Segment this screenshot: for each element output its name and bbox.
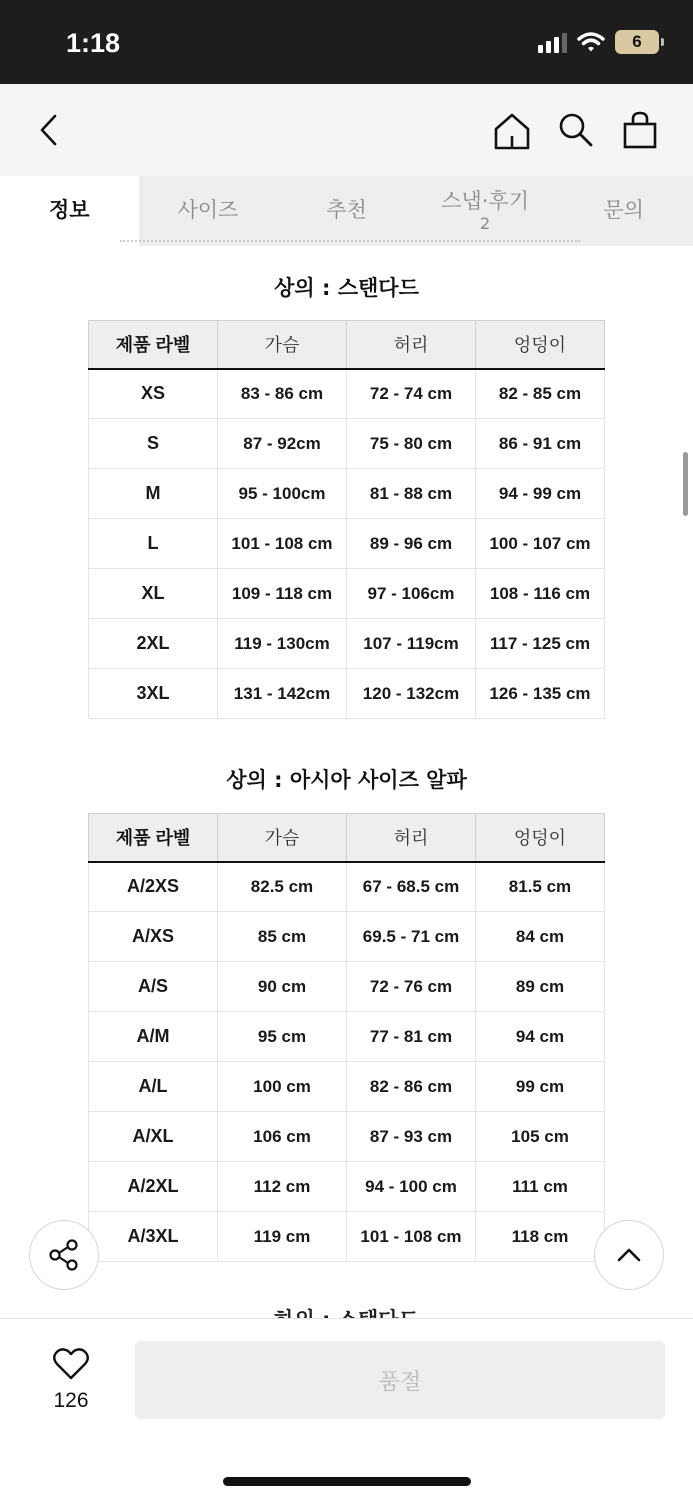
measurement-cell: 89 - 96 cm xyxy=(347,519,476,569)
heart-icon xyxy=(52,1347,90,1381)
measurement-cell: 108 - 116 cm xyxy=(476,569,605,619)
shopping-bag-icon xyxy=(620,110,660,150)
measurement-cell: 82.5 cm xyxy=(218,862,347,912)
cart-button[interactable] xyxy=(620,110,660,150)
measurement-cell: 69.5 - 71 cm xyxy=(347,912,476,962)
column-header: 엉덩이 xyxy=(476,321,605,369)
size-label-cell: A/S xyxy=(89,962,218,1012)
size-label-cell: 2XL xyxy=(89,619,218,669)
measurement-cell: 101 - 108 cm xyxy=(218,519,347,569)
tab-label: 정보 xyxy=(49,198,90,223)
table-row xyxy=(89,469,605,519)
measurement-cell: 131 - 142cm xyxy=(218,669,347,719)
measurement-cell: 81.5 cm xyxy=(476,862,605,912)
table-header-row xyxy=(89,321,605,369)
column-header: 허리 xyxy=(347,814,476,862)
tab-reviews[interactable] xyxy=(416,176,555,246)
table-header-row xyxy=(89,814,605,862)
status-bar xyxy=(0,0,693,84)
table-row xyxy=(89,962,605,1012)
measurement-cell: 126 - 135 cm xyxy=(476,669,605,719)
table-row xyxy=(89,419,605,469)
tab-label: 문의 xyxy=(603,198,644,223)
status-icons xyxy=(538,30,659,54)
table-row xyxy=(89,519,605,569)
size-label-cell: XS xyxy=(89,369,218,419)
measurement-cell: 119 - 130cm xyxy=(218,619,347,669)
home-icon xyxy=(491,110,533,152)
section-title-asia: 상의 : 아시아 사이즈 알파 xyxy=(226,768,467,792)
size-label-cell: M xyxy=(89,469,218,519)
search-button[interactable] xyxy=(555,110,595,150)
measurement-cell: 105 cm xyxy=(476,1112,605,1162)
measurement-cell: 118 cm xyxy=(476,1212,605,1262)
back-button[interactable] xyxy=(30,110,70,150)
search-icon xyxy=(555,110,595,150)
column-header: 제품 라벨 xyxy=(89,321,218,369)
measurement-cell: 87 - 92cm xyxy=(218,419,347,469)
back-icon xyxy=(30,110,70,150)
size-label-cell: L xyxy=(89,519,218,569)
measurement-cell: 81 - 88 cm xyxy=(347,469,476,519)
column-header: 허리 xyxy=(347,321,476,369)
like-button[interactable] xyxy=(40,1347,102,1413)
table-row xyxy=(89,569,605,619)
scrollbar[interactable] xyxy=(683,452,688,516)
tab-label: 스냅·후기 xyxy=(441,188,529,213)
size-label-cell: A/3XL xyxy=(89,1212,218,1262)
size-label-cell: 3XL xyxy=(89,669,218,719)
measurement-cell: 109 - 118 cm xyxy=(218,569,347,619)
measurement-cell: 111 cm xyxy=(476,1162,605,1212)
table-row xyxy=(89,1112,605,1162)
share-button[interactable] xyxy=(29,1220,99,1290)
measurement-cell: 99 cm xyxy=(476,1062,605,1112)
tab-label: 사이즈 xyxy=(177,198,239,223)
table-row xyxy=(89,1062,605,1112)
measurement-cell: 90 cm xyxy=(218,962,347,1012)
battery-icon: 6 xyxy=(615,30,659,54)
tab-inquiry[interactable] xyxy=(554,176,693,246)
measurement-cell: 101 - 108 cm xyxy=(347,1212,476,1262)
share-icon xyxy=(46,1237,82,1273)
status-time: 1:18 xyxy=(66,28,121,58)
home-indicator xyxy=(223,1477,471,1486)
measurement-cell: 89 cm xyxy=(476,962,605,1012)
tab-size[interactable] xyxy=(139,176,278,246)
column-header: 가슴 xyxy=(218,321,347,369)
measurement-cell: 120 - 132cm xyxy=(347,669,476,719)
size-label-cell: A/M xyxy=(89,1012,218,1062)
measurement-cell: 85 cm xyxy=(218,912,347,962)
scroll-top-button[interactable] xyxy=(594,1220,664,1290)
tab-review-count: 2 xyxy=(479,213,491,233)
measurement-cell: 94 - 99 cm xyxy=(476,469,605,519)
like-count: 126 xyxy=(53,1389,89,1412)
table-row xyxy=(89,1012,605,1062)
column-header: 엉덩이 xyxy=(476,814,605,862)
top-navigation xyxy=(0,84,693,176)
size-label-cell: S xyxy=(89,419,218,469)
measurement-cell: 112 cm xyxy=(218,1162,347,1212)
measurement-cell: 119 cm xyxy=(218,1212,347,1262)
size-guide-content xyxy=(0,246,693,1316)
measurement-cell: 117 - 125 cm xyxy=(476,619,605,669)
table-row xyxy=(89,619,605,669)
measurement-cell: 72 - 74 cm xyxy=(347,369,476,419)
table-row xyxy=(89,369,605,419)
measurement-cell: 67 - 68.5 cm xyxy=(347,862,476,912)
size-table-asia xyxy=(88,813,605,1262)
measurement-cell: 82 - 86 cm xyxy=(347,1062,476,1112)
table-row xyxy=(89,1162,605,1212)
size-label-cell: A/2XS xyxy=(89,862,218,912)
wifi-icon xyxy=(577,31,605,53)
size-label-cell: A/XS xyxy=(89,912,218,962)
measurement-cell: 84 cm xyxy=(476,912,605,962)
measurement-cell: 97 - 106cm xyxy=(347,569,476,619)
measurement-cell: 72 - 76 cm xyxy=(347,962,476,1012)
sold-out-button[interactable]: 품절 xyxy=(135,1341,665,1419)
home-button[interactable] xyxy=(491,110,531,150)
tab-label: 추천 xyxy=(326,198,367,223)
table-row xyxy=(89,669,605,719)
size-label-cell: A/L xyxy=(89,1062,218,1112)
measurement-cell: 77 - 81 cm xyxy=(347,1012,476,1062)
measurement-cell: 100 cm xyxy=(218,1062,347,1112)
measurement-cell: 95 cm xyxy=(218,1012,347,1062)
measurement-cell: 95 - 100cm xyxy=(218,469,347,519)
measurement-cell: 107 - 119cm xyxy=(347,619,476,669)
table-row xyxy=(89,862,605,912)
measurement-cell: 75 - 80 cm xyxy=(347,419,476,469)
table-row xyxy=(89,912,605,962)
divider xyxy=(120,240,580,248)
chevron-up-icon xyxy=(613,1239,645,1271)
measurement-cell: 82 - 85 cm xyxy=(476,369,605,419)
measurement-cell: 100 - 107 cm xyxy=(476,519,605,569)
measurement-cell: 87 - 93 cm xyxy=(347,1112,476,1162)
size-label-cell: A/2XL xyxy=(89,1162,218,1212)
table-row xyxy=(89,1212,605,1262)
size-label-cell: XL xyxy=(89,569,218,619)
product-tabs xyxy=(0,176,693,246)
purchase-bar xyxy=(0,1318,693,1500)
size-table-standard xyxy=(88,320,605,719)
measurement-cell: 94 - 100 cm xyxy=(347,1162,476,1212)
tab-recommend[interactable] xyxy=(277,176,416,246)
measurement-cell: 106 cm xyxy=(218,1112,347,1162)
measurement-cell: 86 - 91 cm xyxy=(476,419,605,469)
column-header: 제품 라벨 xyxy=(89,814,218,862)
measurement-cell: 83 - 86 cm xyxy=(218,369,347,419)
tab-info[interactable] xyxy=(0,176,139,246)
signal-icon xyxy=(538,31,567,53)
section-title-standard: 상의 : 스탠다드 xyxy=(274,276,419,300)
size-label-cell: A/XL xyxy=(89,1112,218,1162)
column-header: 가슴 xyxy=(218,814,347,862)
measurement-cell: 94 cm xyxy=(476,1012,605,1062)
